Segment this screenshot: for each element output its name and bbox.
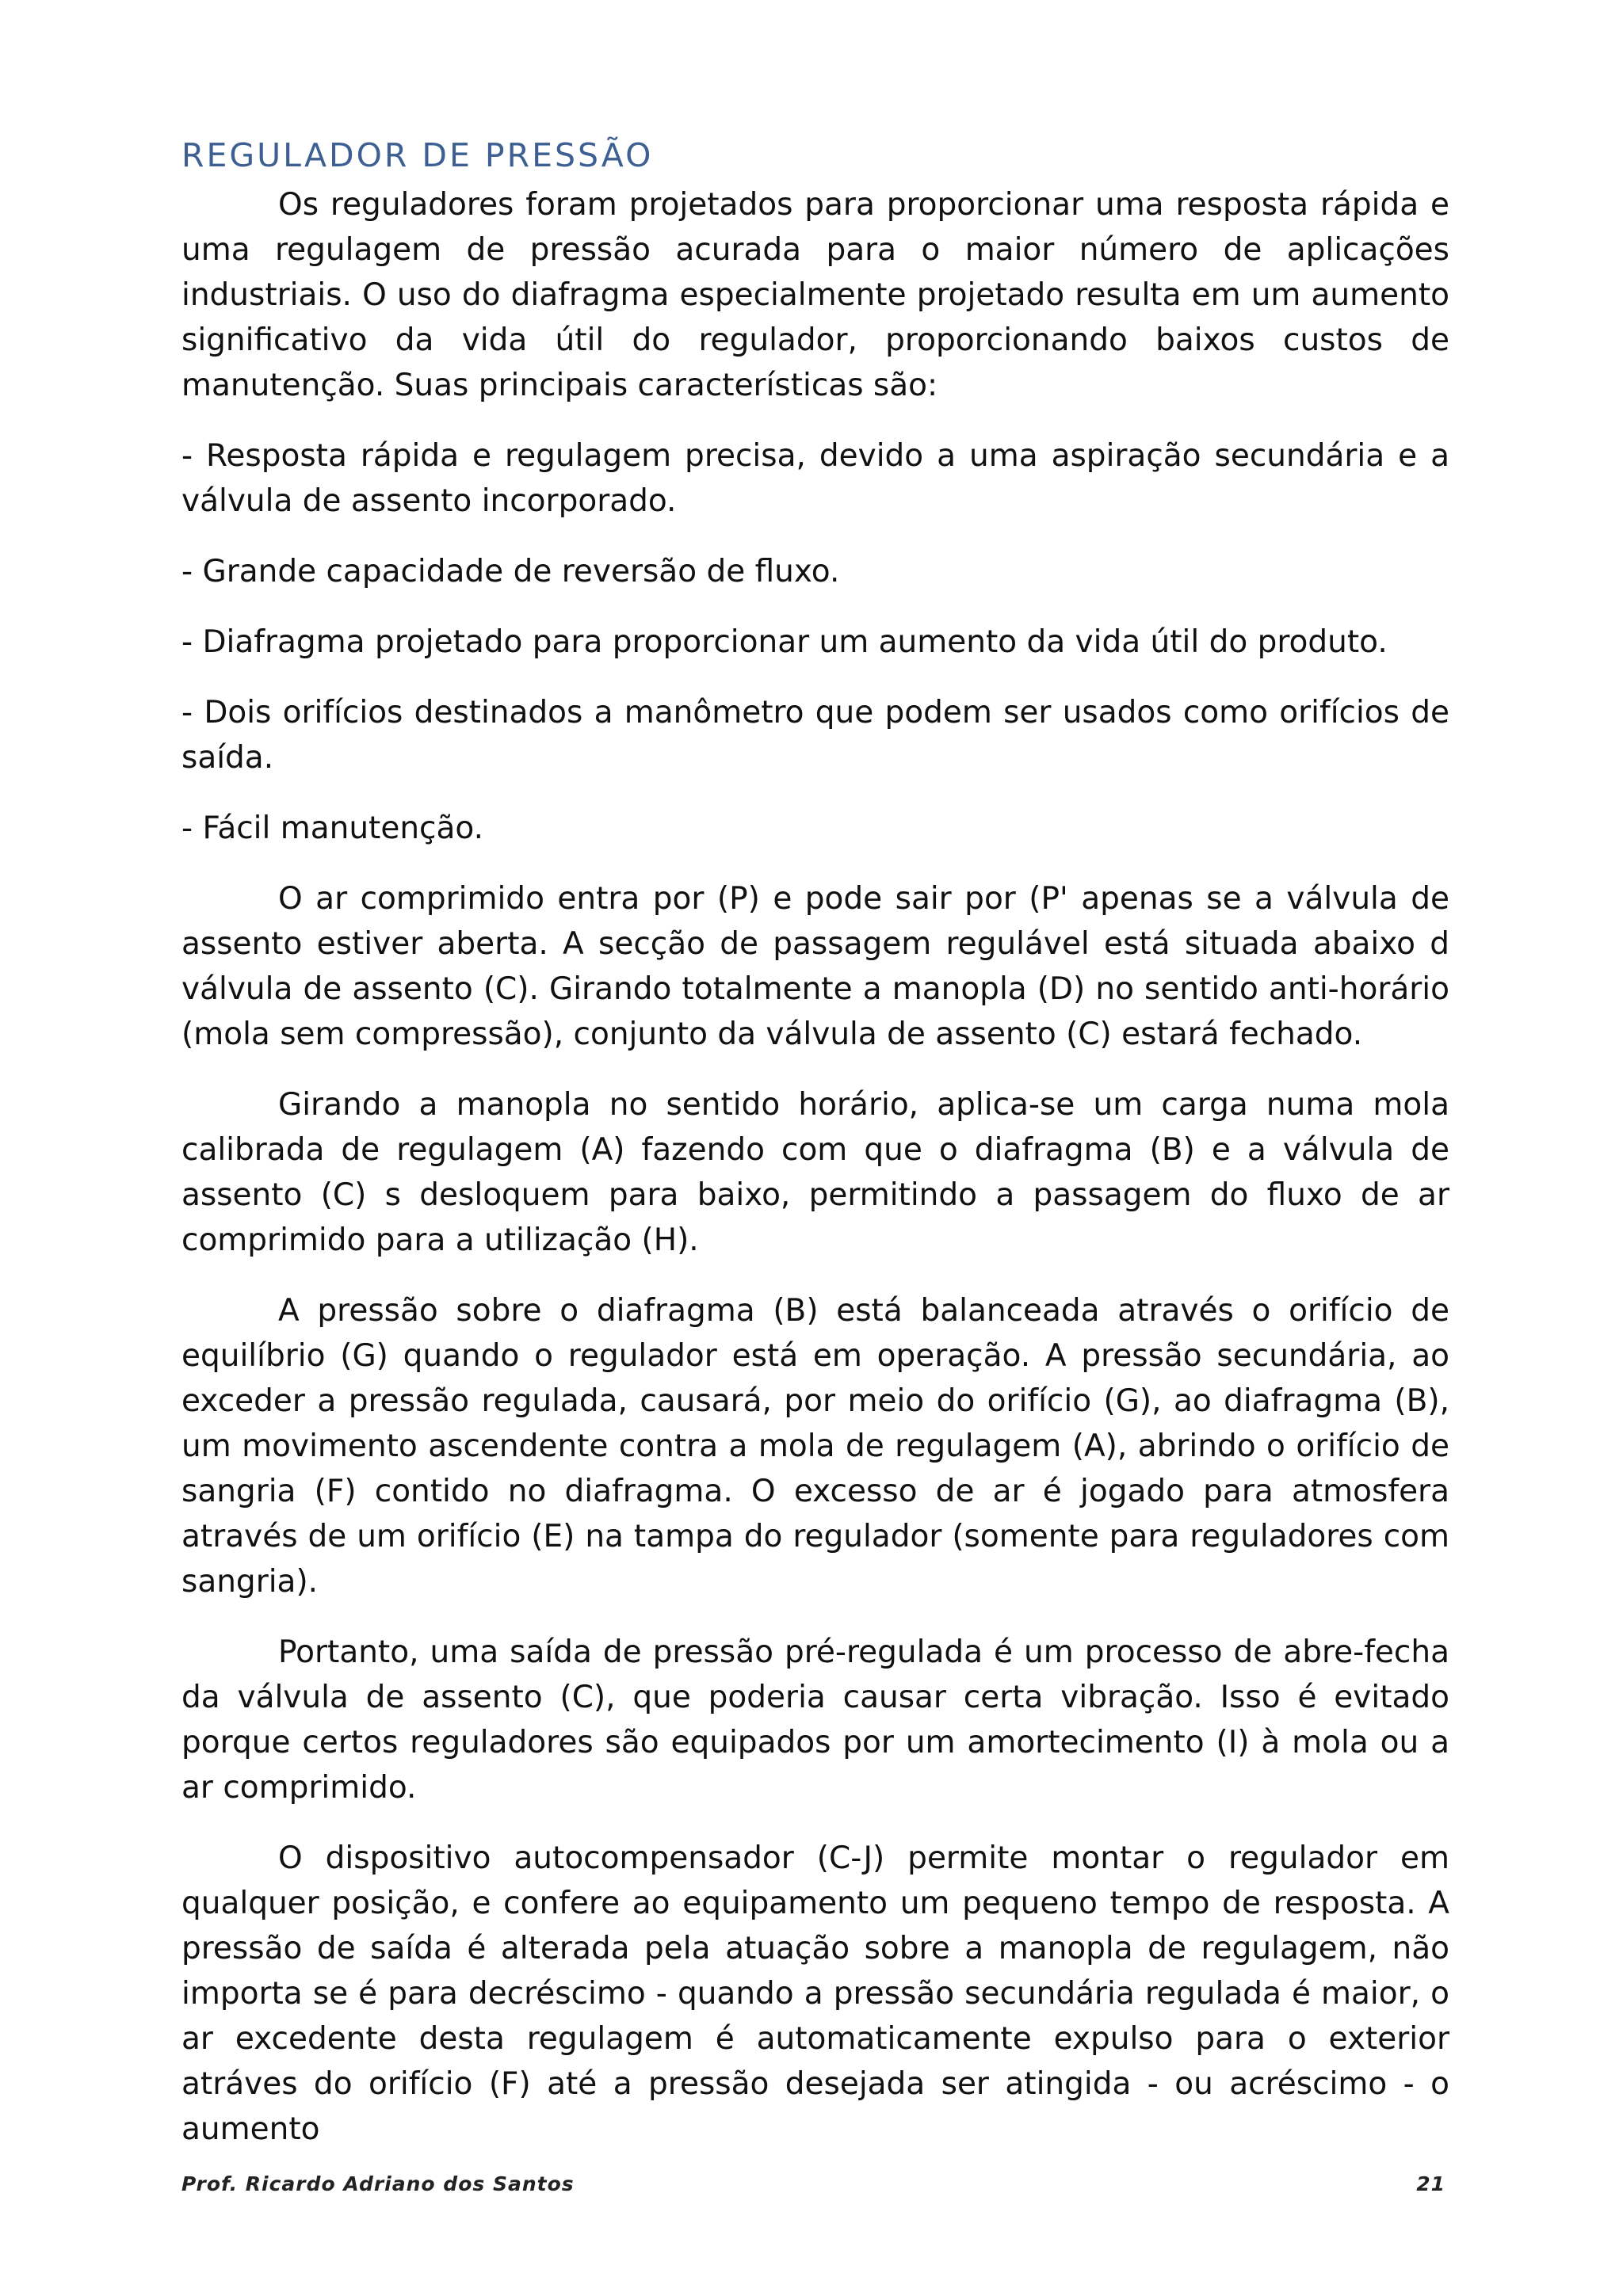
list-item-feature: - Fácil manutenção.	[181, 810, 483, 846]
list-item-feature: - Resposta rápida e regulagem precisa, devido a uma aspiração secundária e a válvula de assento incorporado.	[181, 438, 1449, 519]
paragraph-body: O ar comprimido entra por (P) e pode sair por (P' apenas se a válvula de assento estiver aberta. A secção de passagem regulável está situada abaixo d válvula de assento (C). Girando totalmente a manopla (D) no sentido anti-horário (mola sem compressão), conjunto da válvula de assento (C) estará fechado.	[181, 881, 1449, 1052]
list-item-feature: - Diafragma projetado para proporcionar um aumento da vida útil do produto.	[181, 624, 1388, 660]
paragraph-body: O dispositivo autocompensador (C-J) permite montar o regulador em qualquer posição, e confere ao equipamento um pequeno tempo de resposta. A pressão de saída é alterada pela atuação sobre a manopla de regulagem, não importa se é para decréscimo - quando a pressão secundária regulada é maior, o ar excedente desta regulagem é automaticamente expulso para o exterior atráves do orifício (F) até a pressão desejada ser atingida - ou acréscimo - o aumento	[181, 1840, 1449, 2147]
footer-author: Prof. Ricardo Adriano dos Santos	[181, 2172, 575, 2195]
page-footer	[181, 2172, 1445, 2195]
paragraph-body: Portanto, uma saída de pressão pré-regulada é um processo de abre-fecha da válvula de assento (C), que poderia causar certa vibração. Isso é evitado porque certos reguladores são equipados por um amortecimento (I) à mola ou a ar comprimido.	[181, 1634, 1449, 1806]
document-body	[181, 132, 1449, 2152]
paragraph-body: Girando a manopla no sentido horário, aplica-se um carga numa mola calibrada de regulagem (A) fazendo com que o diafragma (B) e a válvula de assento (C) s desloquem para baixo, permitindo a passagem do fluxo de ar comprimido para a utilização (H).	[181, 1087, 1449, 1258]
paragraph-intro: Os reguladores foram projetados para proporcionar uma resposta rápida e uma regulagem de pressão acurada para o maior número de aplicações industriais. O uso do diafragma especialmente projetado resulta em um aumento significativo da vida útil do regulador, proporcionando baixos custos de manutenção. Suas principais características são:	[181, 187, 1449, 403]
list-item-feature: - Grande capacidade de reversão de fluxo.	[181, 554, 840, 589]
page-number: 21	[1416, 2172, 1445, 2195]
paragraph-body: A pressão sobre o diafragma (B) está balanceada através o orifício de equilíbrio (G) quando o regulador está em operação. A pressão secundária, ao exceder a pressão regulada, causará, por meio do orifício (G), ao diafragma (B), um movimento ascendente contra a mola de regulagem (A), abrindo o orifício de sangria (F) contido no diafragma. O excesso de ar é jogado para atmosfera através de um orifício (E) na tampa do regulador (somente para reguladores com sangria).	[181, 1293, 1449, 1600]
section-title: REGULADOR DE PRESSÃO	[181, 136, 654, 174]
list-item-feature: - Dois orifícios destinados a manômetro que podem ser usados como orifícios de saída.	[181, 695, 1449, 776]
